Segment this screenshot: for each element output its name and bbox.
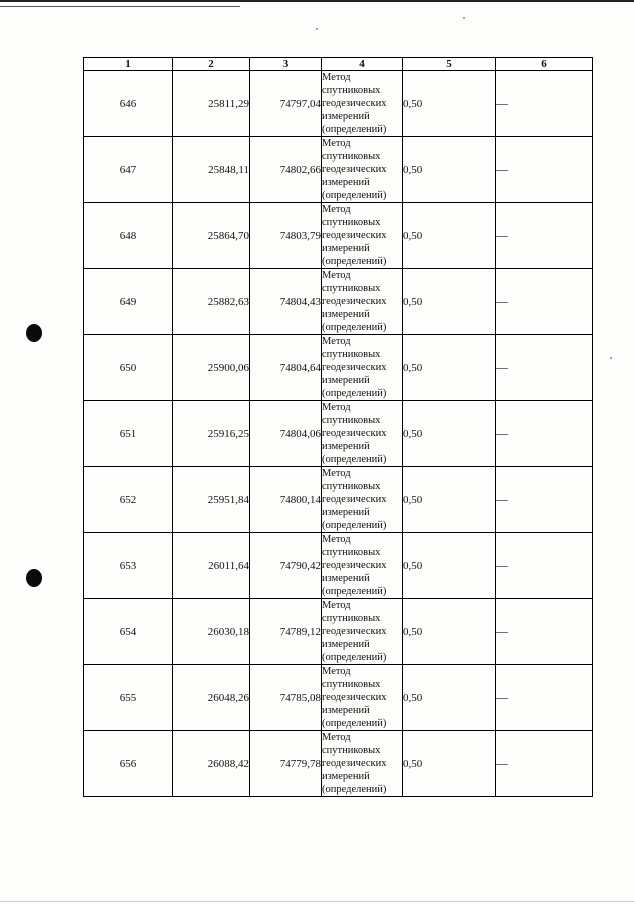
point-number-cell: 652: [84, 467, 173, 533]
description-cell: [496, 467, 593, 533]
scan-speck: [316, 28, 318, 30]
column-header: 1: [84, 58, 173, 71]
method-cell: Метод спутниковых геодезических измерений (определений): [322, 731, 403, 797]
precision-cell: 0,50: [403, 335, 496, 401]
point-number-cell: 646: [84, 71, 173, 137]
x-coordinate-cell: 26048,26: [173, 665, 250, 731]
method-cell: Метод спутниковых геодезических измерений (определений): [322, 467, 403, 533]
precision-cell: 0,50: [403, 665, 496, 731]
point-number-cell: 649: [84, 269, 173, 335]
punch-hole-lower: [26, 569, 42, 587]
column-header: 6: [496, 58, 593, 71]
x-coordinate-cell: 25848,11: [173, 137, 250, 203]
precision-cell: 0,50: [403, 533, 496, 599]
x-coordinate-cell: 25811,29: [173, 71, 250, 137]
table-row: [84, 533, 593, 599]
scan-top-rule: [0, 6, 240, 7]
x-coordinate-cell: 26030,18: [173, 599, 250, 665]
point-number-cell: 648: [84, 203, 173, 269]
x-coordinate-cell: 25916,25: [173, 401, 250, 467]
x-coordinate-cell: 25900,06: [173, 335, 250, 401]
description-cell: [496, 533, 593, 599]
precision-cell: 0,50: [403, 137, 496, 203]
column-header: 2: [173, 58, 250, 71]
precision-cell: 0,50: [403, 71, 496, 137]
precision-cell: 0,50: [403, 269, 496, 335]
description-dash: —: [496, 96, 508, 110]
method-cell: Метод спутниковых геодезических измерений (определений): [322, 71, 403, 137]
precision-cell: 0,50: [403, 401, 496, 467]
y-coordinate-cell: 74790,42: [250, 533, 322, 599]
precision-cell: 0,50: [403, 203, 496, 269]
y-coordinate-cell: 74804,06: [250, 401, 322, 467]
description-dash: —: [496, 162, 508, 176]
point-number-cell: 654: [84, 599, 173, 665]
description-dash: —: [496, 756, 508, 770]
point-number-cell: 650: [84, 335, 173, 401]
description-dash: —: [496, 690, 508, 704]
description-cell: [496, 731, 593, 797]
description-cell: [496, 203, 593, 269]
description-cell: [496, 401, 593, 467]
method-cell: Метод спутниковых геодезических измерений (определений): [322, 203, 403, 269]
y-coordinate-cell: 74797,04: [250, 71, 322, 137]
point-number-cell: 651: [84, 401, 173, 467]
point-number-cell: 653: [84, 533, 173, 599]
description-cell: [496, 599, 593, 665]
x-coordinate-cell: 25882,63: [173, 269, 250, 335]
table-row: [84, 401, 593, 467]
table-row: [84, 467, 593, 533]
description-dash: —: [496, 558, 508, 572]
point-number-cell: 656: [84, 731, 173, 797]
page-top-edge: [0, 0, 634, 2]
coordinates-table: [83, 57, 593, 797]
x-coordinate-cell: 26088,42: [173, 731, 250, 797]
method-cell: Метод спутниковых геодезических измерений (определений): [322, 599, 403, 665]
y-coordinate-cell: 74803,79: [250, 203, 322, 269]
table-row: [84, 731, 593, 797]
description-dash: —: [496, 360, 508, 374]
precision-cell: 0,50: [403, 731, 496, 797]
method-cell: Метод спутниковых геодезических измерений (определений): [322, 137, 403, 203]
method-cell: Метод спутниковых геодезических измерений (определений): [322, 533, 403, 599]
y-coordinate-cell: 74802,66: [250, 137, 322, 203]
description-cell: [496, 71, 593, 137]
scan-speck: [463, 17, 465, 19]
description-dash: —: [496, 426, 508, 440]
point-number-cell: 655: [84, 665, 173, 731]
table-row: [84, 599, 593, 665]
table-header-row: [84, 58, 593, 71]
x-coordinate-cell: 25951,84: [173, 467, 250, 533]
y-coordinate-cell: 74800,14: [250, 467, 322, 533]
table-row: [84, 665, 593, 731]
description-cell: [496, 665, 593, 731]
precision-cell: 0,50: [403, 599, 496, 665]
precision-cell: 0,50: [403, 467, 496, 533]
y-coordinate-cell: 74804,43: [250, 269, 322, 335]
column-header: 3: [250, 58, 322, 71]
description-cell: [496, 137, 593, 203]
point-number-cell: 647: [84, 137, 173, 203]
table-row: [84, 71, 593, 137]
method-cell: Метод спутниковых геодезических измерений (определений): [322, 665, 403, 731]
table-row: [84, 203, 593, 269]
description-dash: —: [496, 228, 508, 242]
table-row: [84, 137, 593, 203]
column-header: 4: [322, 58, 403, 71]
description-dash: —: [496, 294, 508, 308]
y-coordinate-cell: 74804,64: [250, 335, 322, 401]
table-row: [84, 269, 593, 335]
description-dash: —: [496, 492, 508, 506]
table-row: [84, 335, 593, 401]
scan-speck: [610, 357, 612, 359]
method-cell: Метод спутниковых геодезических измерений (определений): [322, 269, 403, 335]
method-cell: Метод спутниковых геодезических измерений (определений): [322, 401, 403, 467]
description-cell: [496, 269, 593, 335]
y-coordinate-cell: 74789,12: [250, 599, 322, 665]
punch-hole-upper: [26, 324, 42, 342]
x-coordinate-cell: 25864,70: [173, 203, 250, 269]
y-coordinate-cell: 74779,78: [250, 731, 322, 797]
y-coordinate-cell: 74785,08: [250, 665, 322, 731]
scan-bottom-rule: [0, 901, 634, 902]
method-cell: Метод спутниковых геодезических измерений (определений): [322, 335, 403, 401]
description-dash: —: [496, 624, 508, 638]
x-coordinate-cell: 26011,64: [173, 533, 250, 599]
column-header: 5: [403, 58, 496, 71]
description-cell: [496, 335, 593, 401]
